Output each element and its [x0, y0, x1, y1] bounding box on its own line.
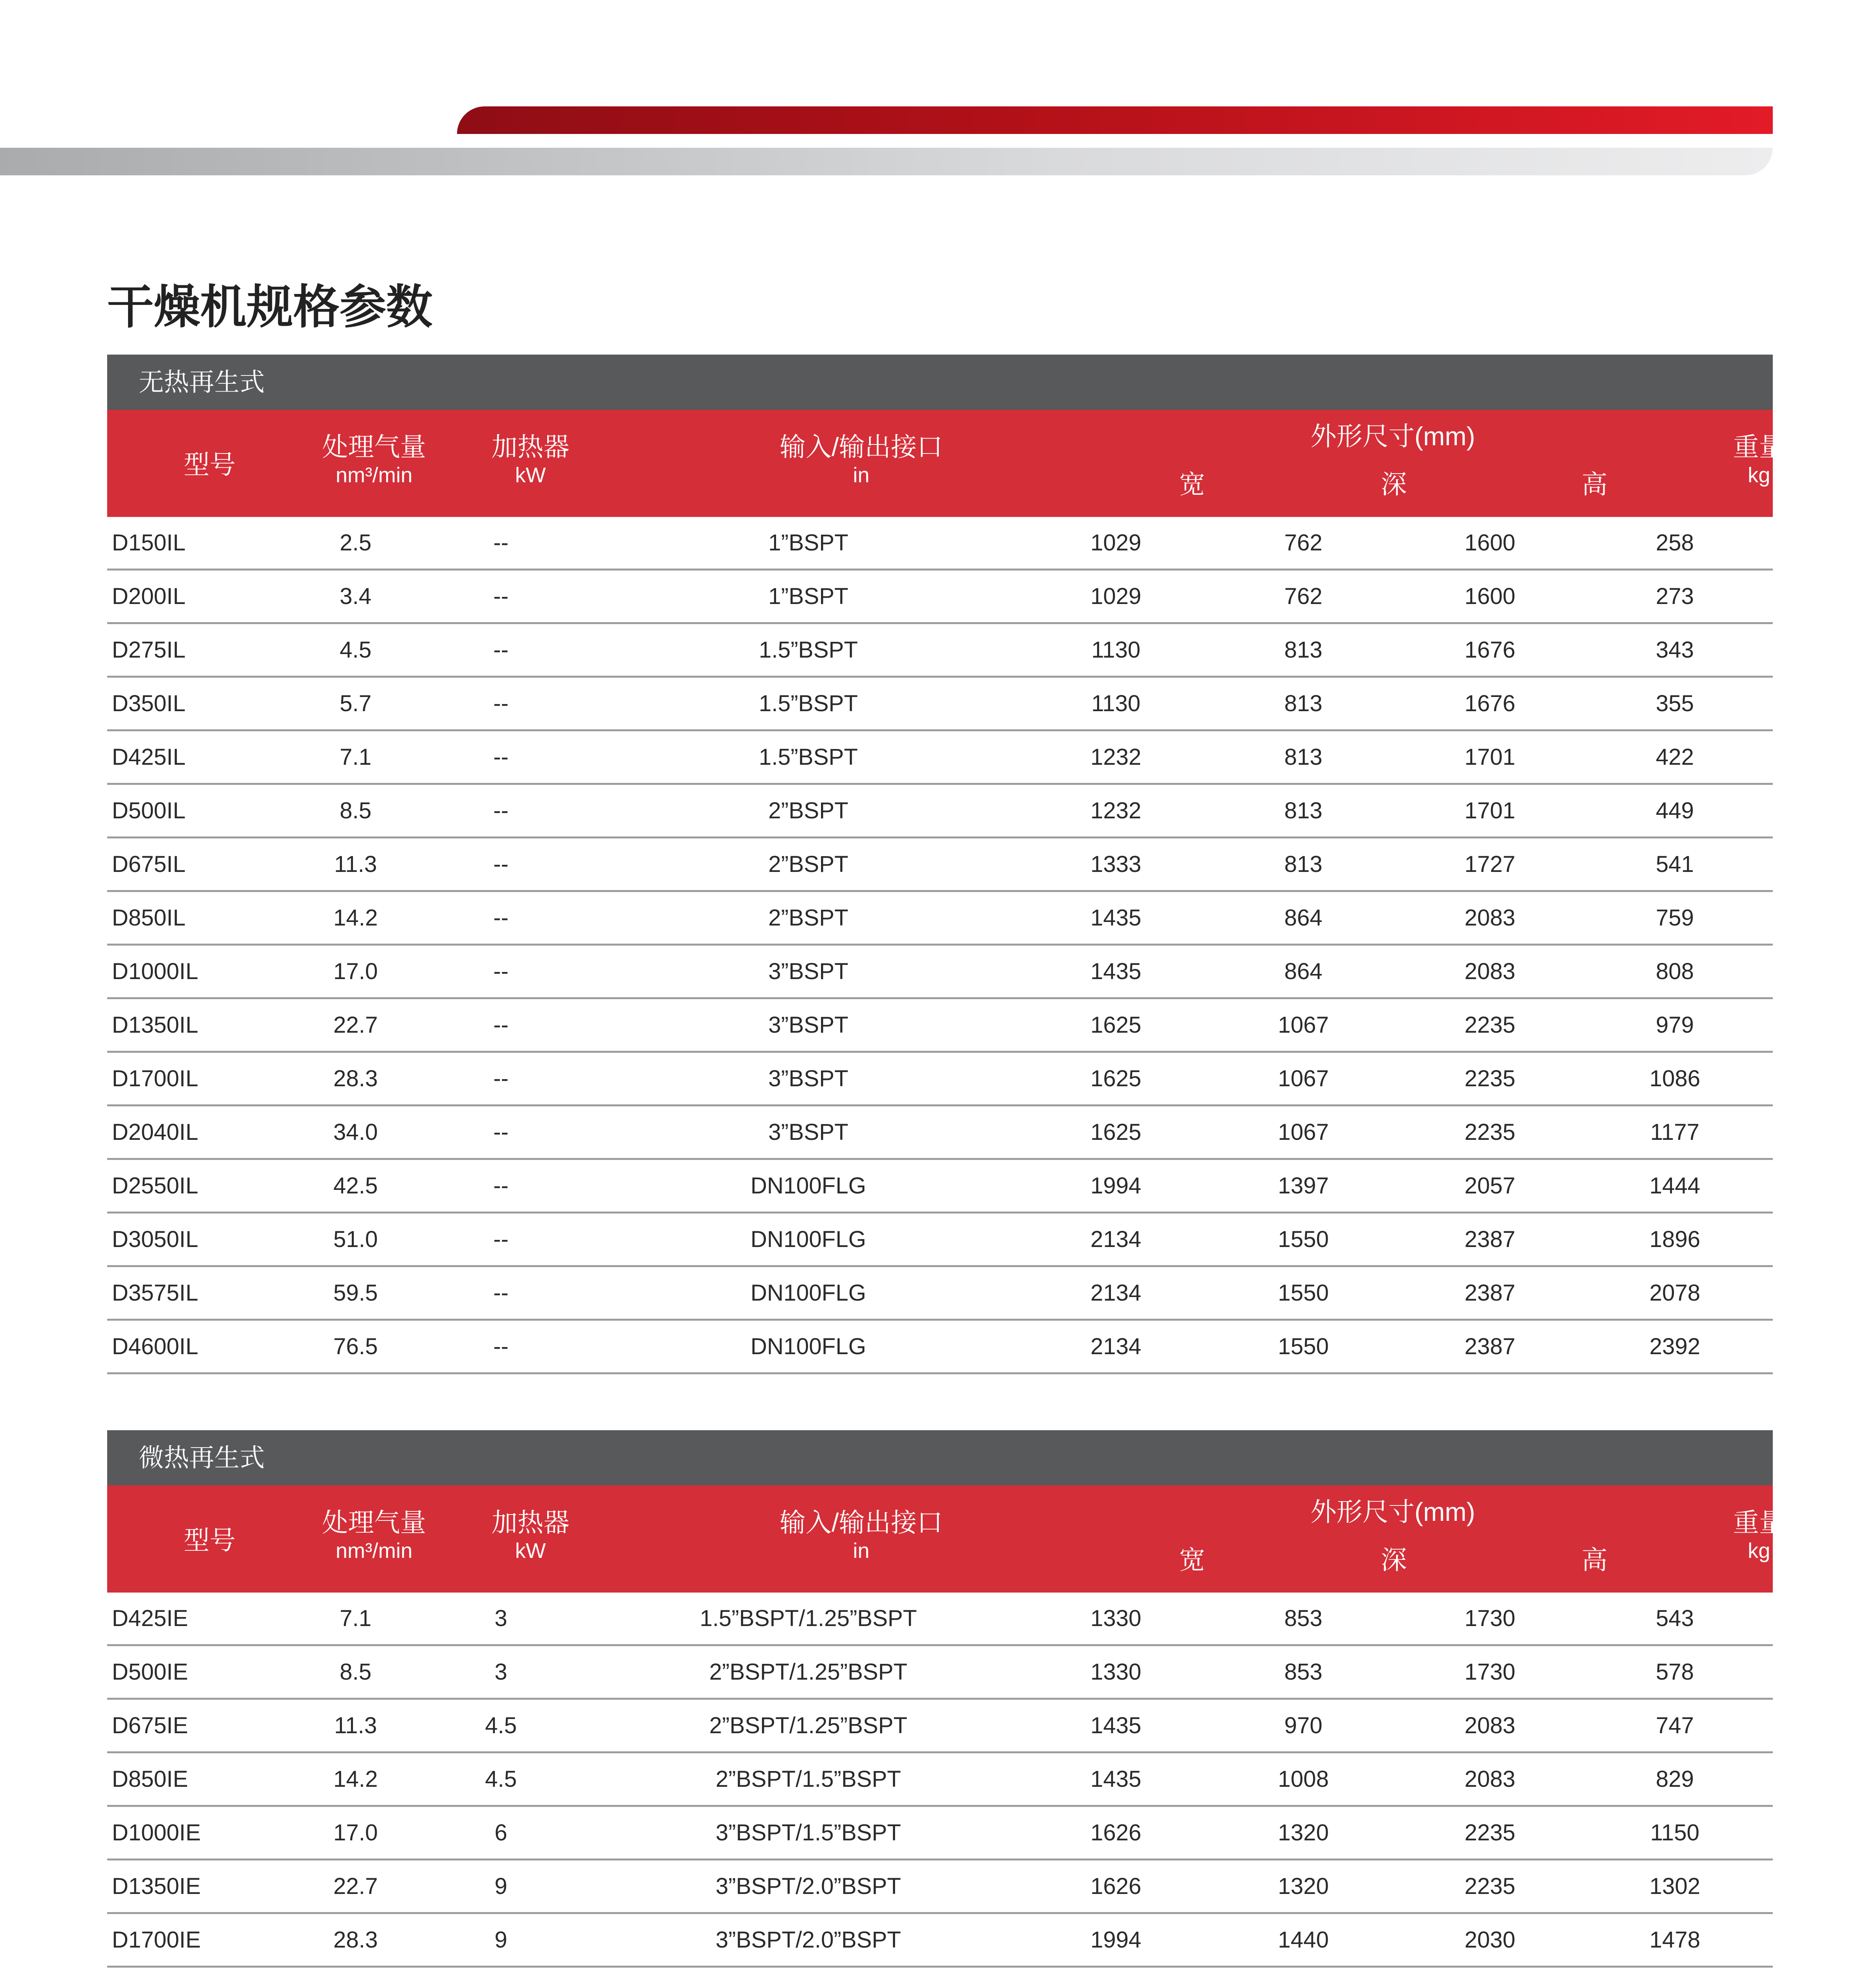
heater-cell: -- [493, 1280, 509, 1306]
depth-cell: 813 [1284, 637, 1322, 663]
table-row [107, 838, 1773, 892]
weight-cell: 258 [1655, 530, 1694, 556]
width-cell: 1626 [1090, 1873, 1142, 1899]
weight-cell: 2078 [1649, 1280, 1700, 1306]
depth-cell: 1067 [1278, 1066, 1329, 1091]
table-row [107, 1753, 1773, 1807]
weight-cell: 1177 [1650, 1119, 1700, 1145]
weight-cell: 1896 [1649, 1227, 1700, 1252]
width-cell: 1625 [1090, 1119, 1142, 1145]
width-cell: 1435 [1090, 1713, 1142, 1738]
weight-cell: 355 [1655, 691, 1694, 716]
heater-cell: -- [493, 1119, 509, 1145]
height-cell: 2387 [1464, 1334, 1516, 1359]
depth-cell: 1550 [1278, 1334, 1329, 1359]
heater-cell: 6 [494, 1820, 507, 1845]
width-cell: 1232 [1090, 798, 1142, 823]
model-cell: D2550IL [112, 1173, 199, 1199]
height-cell: 2083 [1464, 1713, 1516, 1738]
port-cell: 1.5”BSPT [759, 744, 858, 770]
port-cell: 3”BSPT [768, 1119, 849, 1145]
model-cell: D3575IL [112, 1280, 199, 1306]
table-row [107, 1214, 1773, 1267]
col-dims: 外形尺寸(mm) [1310, 422, 1475, 451]
heater-cell: -- [493, 1173, 509, 1199]
weight-cell: 2392 [1649, 1334, 1700, 1359]
port-cell: 2”BSPT/1.25”BSPT [709, 1713, 908, 1738]
width-cell: 1130 [1091, 637, 1140, 663]
heater-cell: -- [493, 959, 509, 984]
port-cell: 3”BSPT/2.0”BSPT [715, 1873, 901, 1899]
model-cell: D1000IE [112, 1820, 201, 1845]
heater-cell: -- [493, 691, 509, 716]
model-cell: D850IL [112, 905, 186, 931]
header-grey-band [0, 148, 1773, 175]
model-cell: D425IE [112, 1606, 188, 1631]
table-row [107, 1267, 1773, 1321]
heater-cell: 3 [494, 1659, 507, 1685]
port-cell: 2”BSPT/1.5”BSPT [715, 1766, 901, 1792]
width-cell: 1330 [1090, 1606, 1142, 1631]
flow-cell: 17.0 [333, 959, 378, 984]
port-cell: 1”BSPT [768, 584, 849, 609]
height-cell: 2235 [1464, 1012, 1516, 1038]
depth-cell: 853 [1284, 1659, 1322, 1685]
model-cell: D200IL [112, 584, 186, 609]
width-cell: 1994 [1090, 1173, 1142, 1199]
col-width: 宽 [1179, 1545, 1205, 1574]
port-cell: 1.5”BSPT/1.25”BSPT [700, 1606, 917, 1631]
section-title: 无热再生式 [107, 355, 1773, 410]
height-cell: 1727 [1464, 851, 1516, 877]
weight-cell: 1478 [1649, 1927, 1700, 1953]
weight-cell: 343 [1655, 637, 1694, 663]
height-cell: 1701 [1464, 798, 1516, 823]
col-flow: 处理气量 nm³/min [322, 1508, 426, 1563]
model-cell: D2040IL [112, 1119, 199, 1145]
port-cell: 2”BSPT [768, 798, 849, 823]
flow-cell: 5.7 [340, 691, 371, 716]
model-cell: D500IE [112, 1659, 188, 1685]
table-row [107, 517, 1773, 571]
port-cell: 2”BSPT/1.25”BSPT [709, 1659, 908, 1685]
height-cell: 1676 [1464, 637, 1516, 663]
port-cell: 1”BSPT [768, 530, 849, 556]
port-cell: 2”BSPT [768, 851, 849, 877]
flow-cell: 22.7 [333, 1012, 378, 1038]
flow-cell: 7.1 [340, 1606, 371, 1631]
width-cell: 2134 [1090, 1334, 1142, 1359]
port-cell: DN100FLG [750, 1227, 866, 1252]
heater-cell: 9 [494, 1873, 507, 1899]
port-cell: 2”BSPT [768, 905, 849, 931]
table-body [107, 1593, 1773, 1970]
table-row [107, 1807, 1773, 1860]
model-cell: D4600IL [112, 1334, 199, 1359]
flow-cell: 14.2 [333, 905, 378, 931]
table-row [107, 731, 1773, 785]
port-cell: 3”BSPT/1.5”BSPT [715, 1820, 901, 1845]
width-cell: 1130 [1091, 691, 1140, 716]
model-cell: D1350IE [112, 1873, 201, 1899]
weight-cell: 759 [1655, 905, 1694, 931]
flow-cell: 17.0 [333, 1820, 378, 1845]
flow-cell: 22.7 [333, 1873, 378, 1899]
heater-cell: -- [493, 584, 509, 609]
port-cell: 3”BSPT [768, 1012, 849, 1038]
col-model: 型号 [184, 450, 236, 479]
weight-cell: 578 [1655, 1659, 1694, 1685]
col-dims: 外形尺寸(mm) [1310, 1497, 1475, 1526]
weight-cell: 541 [1655, 851, 1694, 877]
height-cell: 2030 [1464, 1927, 1516, 1953]
col-depth: 深 [1381, 470, 1407, 499]
heater-cell: 4.5 [485, 1713, 517, 1738]
width-cell: 1625 [1090, 1066, 1142, 1091]
header-red-band [457, 106, 1773, 134]
width-cell: 1435 [1090, 905, 1142, 931]
heater-cell: -- [493, 1334, 509, 1359]
flow-cell: 51.0 [333, 1227, 378, 1252]
heater-cell: -- [493, 744, 509, 770]
col-model: 型号 [184, 1526, 236, 1555]
weight-cell: 273 [1655, 584, 1694, 609]
depth-cell: 1067 [1278, 1012, 1329, 1038]
flow-cell: 4.5 [340, 637, 371, 663]
width-cell: 1232 [1090, 744, 1142, 770]
col-heater: 加热器 kW [491, 1508, 570, 1563]
depth-cell: 762 [1284, 584, 1322, 609]
table-row [107, 1593, 1773, 1646]
heater-cell: -- [493, 1066, 509, 1091]
flow-cell: 34.0 [333, 1119, 378, 1145]
col-port: 输入/输出接口 in [779, 432, 943, 487]
port-cell: 1.5”BSPT [759, 691, 858, 716]
height-cell: 2235 [1464, 1119, 1516, 1145]
depth-cell: 762 [1284, 530, 1322, 556]
table-row [107, 678, 1773, 731]
width-cell: 1626 [1090, 1820, 1142, 1845]
depth-cell: 1067 [1278, 1119, 1329, 1145]
model-cell: D675IE [112, 1713, 188, 1738]
table-row [107, 571, 1773, 624]
port-cell: 3”BSPT [768, 959, 849, 984]
table-row [107, 999, 1773, 1053]
flow-cell: 76.5 [333, 1334, 378, 1359]
flow-cell: 42.5 [333, 1173, 378, 1199]
model-cell: D1700IL [112, 1066, 199, 1091]
table-row [107, 1860, 1773, 1914]
port-cell: 1.5”BSPT [759, 637, 858, 663]
column-header-row [107, 410, 1785, 517]
flow-cell: 7.1 [340, 744, 371, 770]
table-row [107, 1106, 1773, 1160]
model-cell: D275IL [112, 637, 186, 663]
table-row [107, 1160, 1773, 1214]
table-row [107, 1321, 1773, 1374]
flow-cell: 59.5 [333, 1280, 378, 1306]
weight-cell: 808 [1655, 959, 1694, 984]
flow-cell: 3.4 [340, 584, 371, 609]
port-cell: 3”BSPT [768, 1066, 849, 1091]
depth-cell: 813 [1284, 851, 1322, 877]
weight-cell: 829 [1655, 1766, 1694, 1792]
width-cell: 2134 [1090, 1280, 1142, 1306]
col-height: 高 [1581, 1545, 1608, 1574]
weight-cell: 1444 [1649, 1173, 1700, 1199]
heater-cell: -- [493, 637, 509, 663]
depth-cell: 1008 [1278, 1766, 1329, 1792]
flow-cell: 28.3 [333, 1927, 378, 1953]
depth-cell: 970 [1284, 1713, 1322, 1738]
model-cell: D150IL [112, 530, 186, 556]
model-cell: D1700IE [112, 1927, 201, 1953]
height-cell: 1730 [1464, 1606, 1516, 1631]
model-cell: D500IL [112, 798, 186, 823]
flow-cell: 8.5 [340, 1659, 371, 1685]
heater-cell: 3 [494, 1606, 507, 1631]
weight-cell: 422 [1655, 744, 1694, 770]
table-row [107, 1700, 1773, 1753]
column-header-row [107, 1485, 1785, 1593]
height-cell: 2083 [1464, 1766, 1516, 1792]
flow-cell: 11.3 [334, 851, 377, 877]
heater-cell: 9 [494, 1927, 507, 1953]
flow-cell: 28.3 [333, 1066, 378, 1091]
spec-table-heated [107, 1430, 1785, 1970]
height-cell: 2083 [1464, 959, 1516, 984]
model-cell: D1350IL [112, 1012, 199, 1038]
weight-cell: 747 [1655, 1713, 1694, 1738]
depth-cell: 1320 [1278, 1873, 1329, 1899]
table-row [107, 785, 1773, 838]
height-cell: 2057 [1464, 1173, 1516, 1199]
col-weight: 重量 kg [1733, 1508, 1785, 1563]
height-cell: 1600 [1464, 530, 1516, 556]
weight-cell: 1150 [1650, 1820, 1700, 1845]
height-cell: 1676 [1464, 691, 1516, 716]
col-weight: 重量 kg [1733, 432, 1785, 487]
heater-cell: -- [493, 905, 509, 931]
depth-cell: 1550 [1278, 1280, 1329, 1306]
depth-cell: 1320 [1278, 1820, 1329, 1845]
col-port: 输入/输出接口 in [779, 1508, 943, 1563]
port-cell: DN100FLG [750, 1173, 866, 1199]
width-cell: 1029 [1090, 584, 1142, 609]
heater-cell: 4.5 [485, 1766, 517, 1792]
weight-cell: 1086 [1649, 1066, 1700, 1091]
page-title: 干燥机规格参数 [107, 281, 433, 333]
table-row [107, 1968, 1773, 1970]
flow-cell: 14.2 [333, 1766, 378, 1792]
flow-cell: 2.5 [340, 530, 371, 556]
width-cell: 1330 [1090, 1659, 1142, 1685]
height-cell: 1701 [1464, 744, 1516, 770]
heater-cell: -- [493, 1227, 509, 1252]
model-cell: D3050IL [112, 1227, 199, 1252]
col-width: 宽 [1179, 470, 1205, 499]
depth-cell: 813 [1284, 691, 1322, 716]
table-row [107, 624, 1773, 678]
port-cell: DN100FLG [750, 1334, 866, 1359]
width-cell: 1435 [1090, 1766, 1142, 1792]
width-cell: 1029 [1090, 530, 1142, 556]
depth-cell: 864 [1284, 959, 1322, 984]
table-row [107, 946, 1773, 999]
heater-cell: -- [493, 851, 509, 877]
heater-cell: -- [493, 530, 509, 556]
height-cell: 2083 [1464, 905, 1516, 931]
table-row [107, 1053, 1773, 1106]
depth-cell: 813 [1284, 744, 1322, 770]
height-cell: 1730 [1464, 1659, 1516, 1685]
width-cell: 1435 [1090, 959, 1142, 984]
col-depth: 深 [1381, 1545, 1407, 1574]
depth-cell: 1397 [1278, 1173, 1329, 1199]
model-cell: D350IL [112, 691, 186, 716]
port-cell: 3”BSPT/2.0”BSPT [715, 1927, 901, 1953]
flow-cell: 8.5 [340, 798, 371, 823]
col-flow: 处理气量 nm³/min [322, 432, 426, 487]
height-cell: 2387 [1464, 1280, 1516, 1306]
width-cell: 1994 [1090, 1927, 1142, 1953]
weight-cell: 1302 [1649, 1873, 1700, 1899]
height-cell: 2235 [1464, 1066, 1516, 1091]
model-cell: D1000IL [112, 959, 199, 984]
model-cell: D675IL [112, 851, 186, 877]
table-row [107, 892, 1773, 946]
weight-cell: 543 [1655, 1606, 1694, 1631]
depth-cell: 1440 [1278, 1927, 1329, 1953]
section-title: 微热再生式 [107, 1430, 1773, 1485]
width-cell: 1625 [1090, 1012, 1142, 1038]
depth-cell: 853 [1284, 1606, 1322, 1631]
model-cell: D425IL [112, 744, 186, 770]
port-cell: DN100FLG [750, 1280, 866, 1306]
height-cell: 2235 [1464, 1873, 1516, 1899]
model-cell: D850IE [112, 1766, 188, 1792]
height-cell: 1600 [1464, 584, 1516, 609]
flow-cell: 11.3 [334, 1713, 377, 1738]
width-cell: 1333 [1090, 851, 1142, 877]
table-row [107, 1646, 1773, 1700]
weight-cell: 979 [1655, 1012, 1694, 1038]
heater-cell: -- [493, 1012, 509, 1038]
depth-cell: 864 [1284, 905, 1322, 931]
table-row [107, 1914, 1773, 1968]
depth-cell: 1550 [1278, 1227, 1329, 1252]
weight-cell: 449 [1655, 798, 1694, 823]
table-body [107, 517, 1773, 1374]
spec-table-heatless [107, 355, 1785, 1374]
width-cell: 2134 [1090, 1227, 1142, 1252]
height-cell: 2387 [1464, 1227, 1516, 1252]
depth-cell: 813 [1284, 798, 1322, 823]
col-heater: 加热器 kW [491, 432, 570, 487]
height-cell: 2235 [1464, 1820, 1516, 1845]
heater-cell: -- [493, 798, 509, 823]
col-height: 高 [1581, 470, 1608, 499]
